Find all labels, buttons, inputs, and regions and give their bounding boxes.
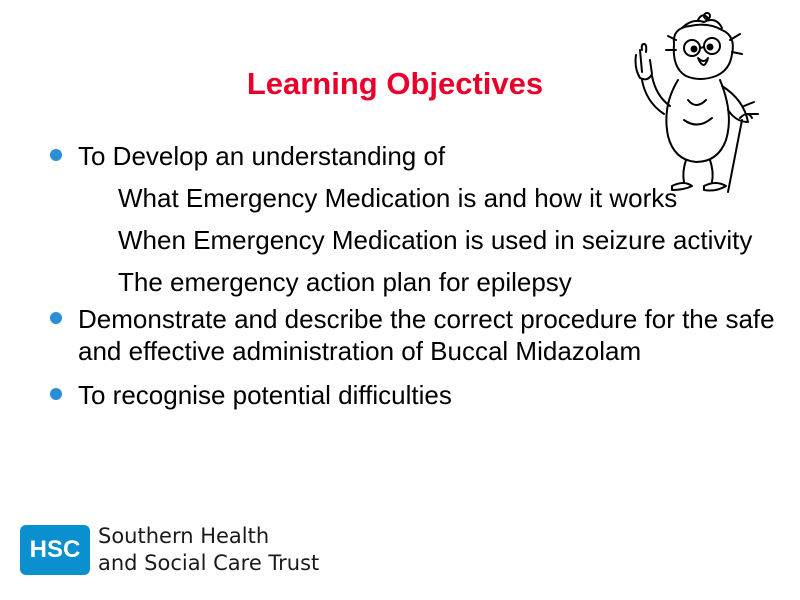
bullet-dot-icon: [50, 312, 62, 324]
slide-title: Learning Objectives: [246, 66, 544, 101]
objectives-list: [44, 140, 784, 411]
bullet-item: [44, 140, 784, 298]
org-name-line-1: Southern Health: [98, 524, 270, 548]
bullet-dot-icon: [50, 149, 62, 161]
org-name-line-2: and Social Care Trust: [98, 551, 320, 575]
bullet-dot-icon: [50, 388, 62, 400]
sub-item: What Emergency Medication is and how it works: [118, 183, 678, 213]
organization-name: [98, 523, 319, 577]
bullet-text: To Develop an understanding of: [78, 141, 446, 171]
hsc-logo: HSC: [20, 525, 90, 575]
sub-item: When Emergency Medication is used in seizure activity: [118, 225, 753, 255]
bullet-text: To recognise potential difficulties: [78, 380, 452, 410]
sub-objectives-list: [78, 182, 784, 298]
bullet-text: Demonstrate and describe the correct procedure for the safe and effective administration of Buccal Midazolam: [78, 304, 775, 366]
bullet-item: [44, 379, 784, 411]
footer-logo: [20, 522, 319, 578]
bullet-item: [44, 303, 784, 367]
sub-item: The emergency action plan for epilepsy: [118, 267, 572, 297]
